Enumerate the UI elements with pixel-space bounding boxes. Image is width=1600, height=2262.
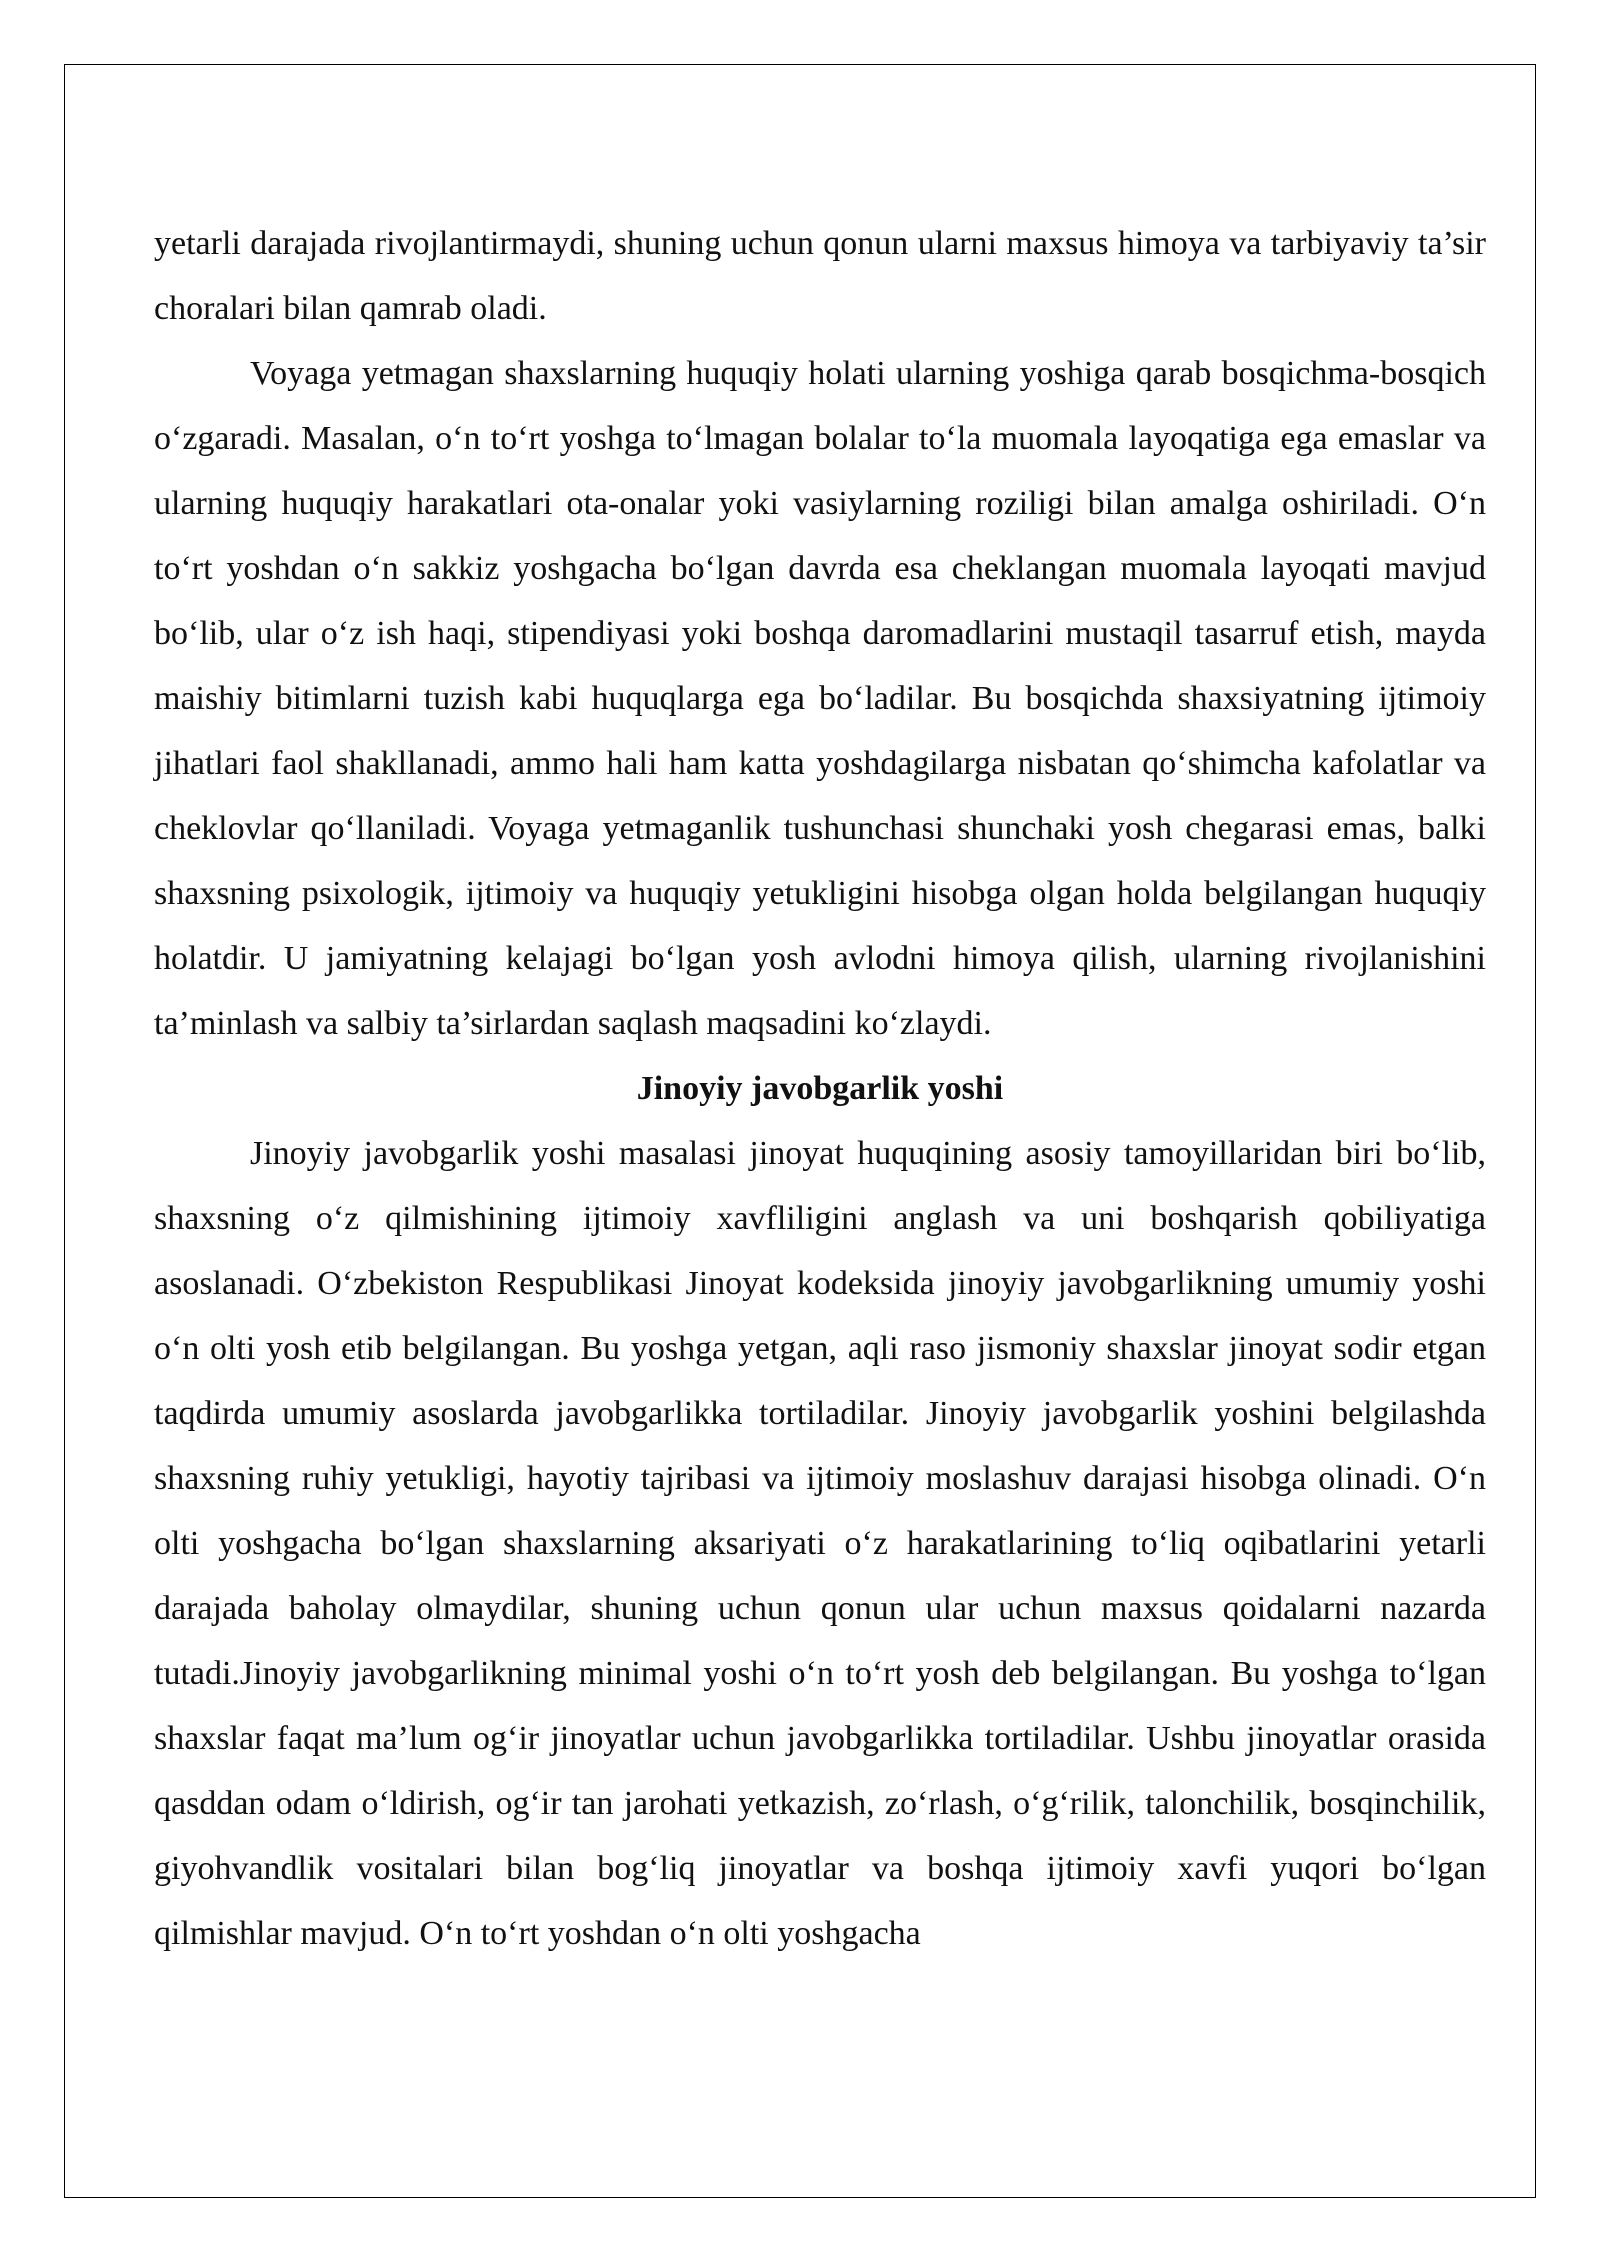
- section-heading: Jinoyiy javobgarlik yoshi: [636, 1070, 1004, 1107]
- document-page: [64, 64, 1536, 2198]
- page-content: [154, 211, 1486, 1966]
- paragraph-continued: yetarli darajada rivojlantirmaydi, shuning uchun qonun ularni maxsus himoya va tarbiyaviy ta’sir choralari bilan qamrab oladi.: [154, 225, 1486, 327]
- paragraph-legal-status: Voyaga yetmagan shaxslarning huquqiy holati ularning yoshiga qarab bosqichma-bosqich o‘zgaradi. Masalan, o‘n to‘rt yoshga to‘lmagan bolalar to‘la muomala layoqatiga ega emaslar va ularning huquqiy harakatlari ota-onalar yoki vasiylarning roziligi bilan amalga oshiriladi. O‘n to‘rt yoshdan o‘n sakkiz yoshgacha bo‘lgan davrda esa cheklangan muomala layoqati mavjud bo‘lib, ular o‘z ish haqi, stipendiyasi yoki boshqa daromadlarini mustaqil tasarruf etish, mayda maishiy bitimlarni tuzish kabi huquqlarga ega bo‘ladilar. Bu bosqichda shaxsiyatning ijtimoiy jihatlari faol shakllanadi, ammo hali ham katta yoshdagilarga nisbatan qo‘shimcha kafolatlar va cheklovlar qo‘llaniladi. Voyaga yetmaganlik tushunchasi shunchaki yosh chegarasi emas, balki shaxsning psixologik, ijtimoiy va huquqiy yetukligini hisobga olgan holda belgilangan huquqiy holatdir. U jamiyatning kelajagi bo‘lgan yosh avlodni himoya qilish, ularning rivojlanishini ta’minlash va salbiy ta’sirlardan saqlash maqsadini ko‘zlaydi.: [154, 355, 1486, 1042]
- paragraph-criminal-age: Jinoyiy javobgarlik yoshi masalasi jinoyat huquqining asosiy tamoyillaridan biri bo‘lib, shaxsning o‘z qilmishining ijtimoiy xavfliligini anglash va uni boshqarish qobiliyatiga asoslanadi. O‘zbekiston Respublikasi Jinoyat kodeksida jinoyiy javobgarlikning umumiy yoshi o‘n olti yosh etib belgilangan. Bu yoshga yetgan, aqli raso jismoniy shaxslar jinoyat sodir etgan taqdirda umumiy asoslarda javobgarlikka tortiladilar. Jinoyiy javobgarlik yoshini belgilashda shaxsning ruhiy yetukligi, hayotiy tajribasi va ijtimoiy moslashuv darajasi hisobga olinadi. O‘n olti yoshgacha bo‘lgan shaxslarning aksariyati o‘z harakatlarining to‘liq oqibatlarini yetarli darajada baholay olmaydilar, shuning uchun qonun ular uchun maxsus qoidalarni nazarda tutadi.Jinoyiy javobgarlikning minimal yoshi o‘n to‘rt yosh deb belgilangan. Bu yoshga to‘lgan shaxslar faqat ma’lum og‘ir jinoyatlar uchun javobgarlikka tortiladilar. Ushbu jinoyatlar orasida qasddan odam o‘ldirish, og‘ir tan jarohati yetkazish, zo‘rlash, o‘g‘rilik, talonchilik, bosqinchilik, giyohvandlik vositalari bilan bog‘liq jinoyatlar va boshqa ijtimoiy xavfi yuqori bo‘lgan qilmishlar mavjud. O‘n to‘rt yoshdan o‘n olti yoshgacha: [154, 1135, 1486, 1952]
